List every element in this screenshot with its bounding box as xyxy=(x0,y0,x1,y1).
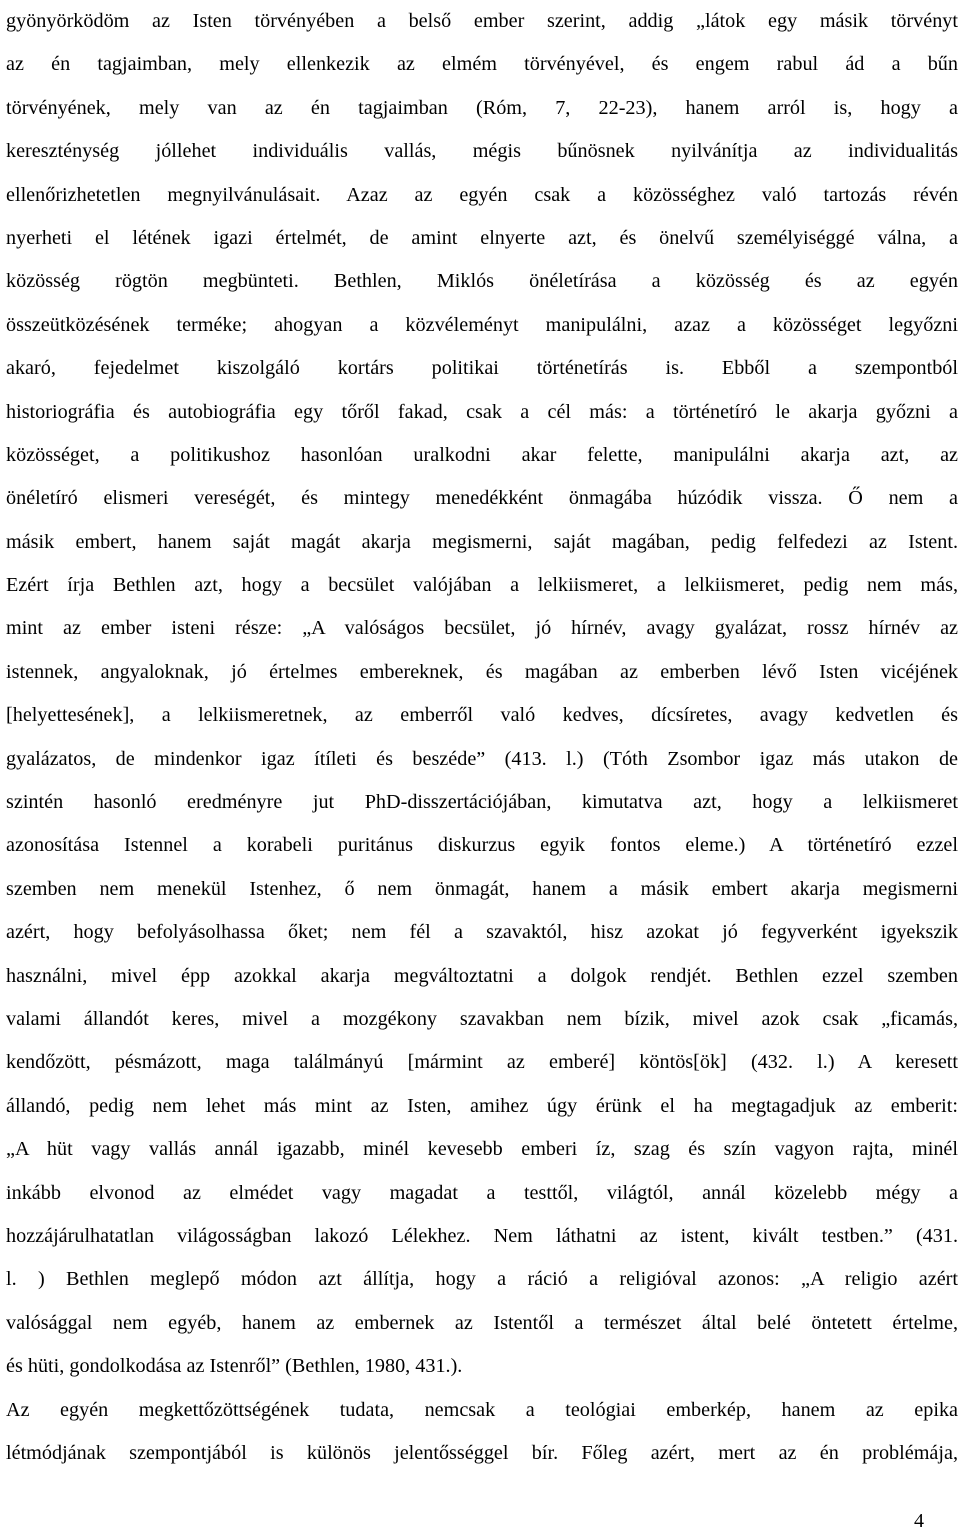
text-line: másik embert, hanem saját magát akarja megismerni, saját magában, pedig felfedezi az Istent. xyxy=(6,530,958,553)
text-line: gyalázatos, de mindenkor igaz ítíleti és beszéde” (413. l.) (Tóth Zsombor igaz más utakon de xyxy=(6,747,958,770)
text-line: kereszténység jóllehet individuális vallás, mégis bűnösnek nyilvánítja az individualitás xyxy=(6,140,958,163)
text-line: „A hüt vagy vallás annál igazabb, minél kevesebb emberi íz, szag és szín vagyon rajta, minél xyxy=(6,1138,958,1161)
text-line: gyönyörködöm az Isten törvényében a belső ember szerint, addig „látok egy másik törvényt xyxy=(6,10,958,32)
text-line: [helyettesének], a lelkiismeretnek, az emberről való kedves, dícsíretes, avagy kedvetlen és xyxy=(6,704,958,727)
text-line: valósággal nem egyéb, hanem az embernek az Istentől a természet által belé öntetett értelme, xyxy=(6,1311,958,1334)
text-line: szemben nem menekül Istenhez, ő nem önmagát, hanem a másik embert akarja megismerni xyxy=(6,877,958,900)
text-line: és hüti, gondolkodása az Istenről” (Bethlen, 1980, 431.). xyxy=(6,1355,463,1378)
text-line: törvényének, mely van az én tagjaimban (Róm, 7, 22-23), hanem arról is, hogy a xyxy=(6,96,958,119)
text-line: összeütközésének terméke; ahogyan a közvéleményt manipulálni, azaz a közösséget legyőzni xyxy=(6,313,958,336)
text-line: az én tagjaimban, mely ellenkezik az elmém törvényével, és engem rabul ád a bűn xyxy=(6,53,958,76)
text-line: létmódjának szempontjából is különös jelentősséggel bír. Főleg azért, mert az én problémája, xyxy=(6,1441,958,1464)
text-line: nyerheti el létének igazi értelmét, de amint elnyerte azt, és önelvű személyiséggé válna, a xyxy=(6,226,958,249)
text-line: közösséget, a politikushoz hasonlóan uralkodni akar felette, manipulálni akarja azt, az xyxy=(6,443,958,466)
text-line: közösség rögtön megbünteti. Bethlen, Miklós önéletírása a közösség és az egyén xyxy=(6,270,958,293)
text-line: állandó, pedig nem lehet más mint az Isten, amihez úgy érünk el ha megtagadjuk az emberit: xyxy=(6,1094,958,1117)
text-line: akaró, fejedelmet kiszolgáló kortárs politikai történetírás is. Ebből a szempontból xyxy=(6,357,958,380)
text-line: ellenőrizhetetlen megnyilvánulásait. Azaz az egyén csak a közösséghez való tartozás révén xyxy=(6,183,958,206)
text-line: historiográfia és autobiográfia egy tőről fakad, csak a cél más: a történetíró le akarja győzni a xyxy=(6,400,958,423)
paragraph-1 xyxy=(6,0,958,1389)
text-line: istennek, angyaloknak, jó értelmes embereknek, és magában az emberben lévő Isten vicéjének xyxy=(6,660,958,683)
text-line: inkább elvonod az elmédet vagy magadat a testtől, világtól, annál közelebb mégy a xyxy=(6,1181,958,1204)
text-line: azért, hogy befolyásolhassa őket; nem fél a szavaktól, hisz azokat jó fegyverként igyekszik xyxy=(6,921,958,944)
text-line: valami állandót keres, mivel a mozgékony szavakban nem bízik, mivel azok csak „ficamás, xyxy=(6,1007,958,1030)
text-line: hozzájárulhatatlan világosságban lakozó Lélekhez. Nem láthatni az istent, kivált testben.” (431. xyxy=(6,1224,958,1247)
text-line: kendőzött, pésmázott, maga találmányú [mármint az emberé] köntös[ök] (432. l.) A keresett xyxy=(6,1051,958,1074)
text-line: szintén hasonló eredményre jut PhD-disszertációjában, kimutatva azt, hogy a lelkiismeret xyxy=(6,791,958,814)
text-line: azonosítása Istennel a korabeli puritánus diskurzus egyik fontos eleme.) A történetíró ezzel xyxy=(6,834,958,857)
text-line: Az egyén megkettőzöttségének tudata, nemcsak a teológiai emberkép, hanem az epika xyxy=(6,1398,958,1421)
document-page xyxy=(6,0,958,1475)
paragraph-2 xyxy=(6,1389,958,1476)
text-line: önéletíró elismeri vereségét, és mintegy menedékként önmagába húzódik vissza. Ő nem a xyxy=(6,487,958,510)
text-line: használni, mivel épp azokkal akarja megváltoztatni a dolgok rendjét. Bethlen ezzel szemben xyxy=(6,964,958,987)
text-line: Ezért írja Bethlen azt, hogy a becsület valójában a lelkiismeret, a lelkiismeret, pedig nem más, xyxy=(6,574,958,597)
page-number: 4 xyxy=(914,1510,924,1532)
text-line: l. ) Bethlen meglepő módon azt állítja, hogy a ráció a religióval azonos: „A religio azért xyxy=(6,1268,958,1291)
text-line: mint az ember isteni része: „A valóságos becsület, jó hírnév, avagy gyalázat, rossz hírnév az xyxy=(6,617,958,640)
